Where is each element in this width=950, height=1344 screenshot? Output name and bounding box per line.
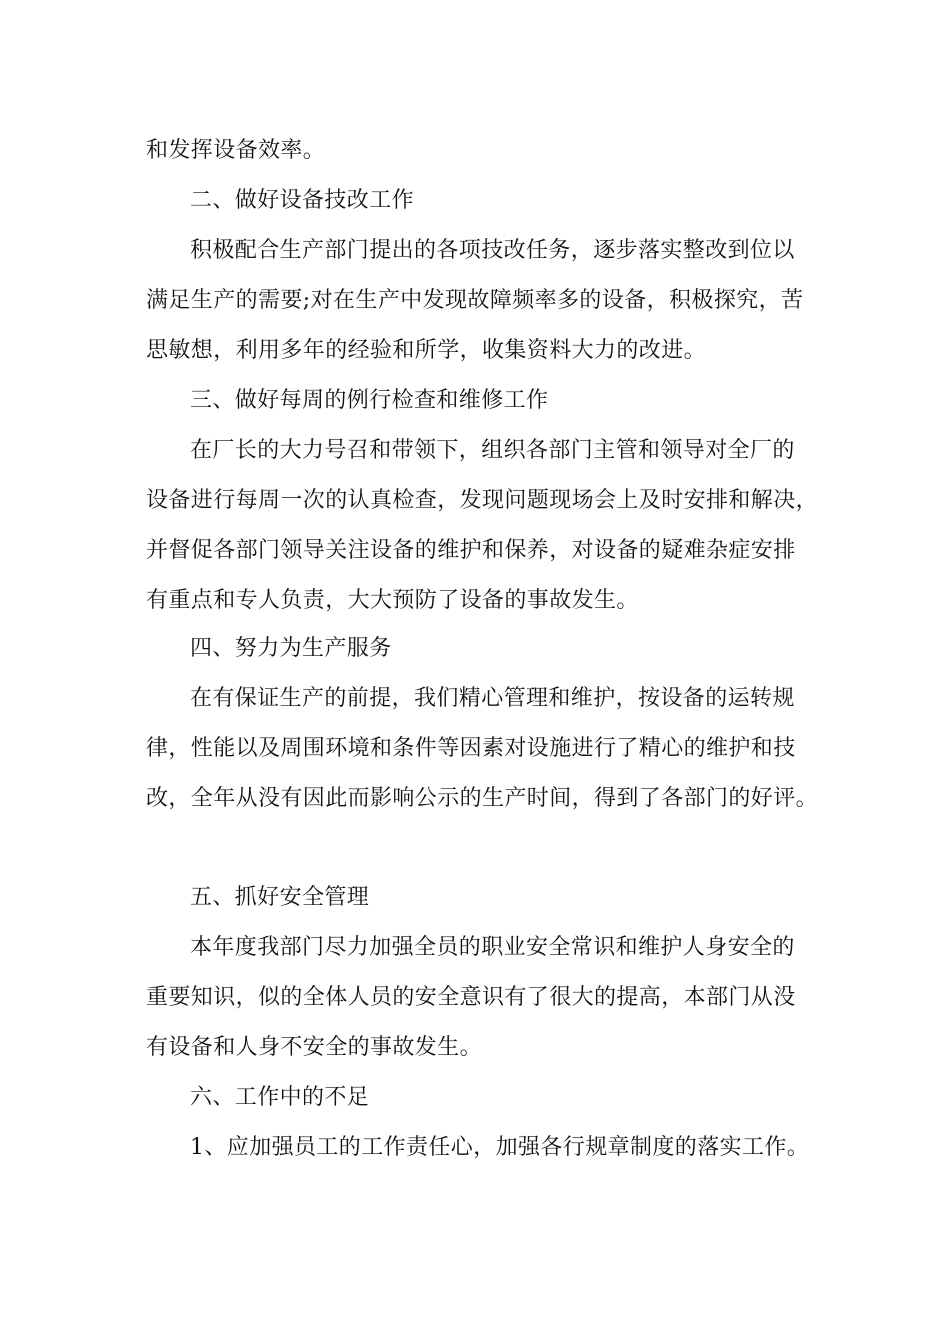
paragraph-line: 重要知识，似的全体人员的安全意识有了很大的提高，本部门从没 [146, 985, 796, 1010]
section-heading-3: 三、做好每周的例行检查和维修工作 [190, 388, 549, 413]
paragraph-line: 积极配合生产部门提出的各项技改任务，逐步落实整改到位以 [190, 238, 795, 263]
list-item: 1、应加强员工的工作责任心，加强各行规章制度的落实工作。 [190, 1135, 810, 1160]
paragraph-line: 设备进行每周一次的认真检查，发现问题现场会上及时安排和解决， [146, 488, 819, 513]
paragraph-line: 在厂长的大力号召和带领下，组织各部门主管和领导对全厂的 [190, 438, 795, 463]
paragraph-line: 并督促各部门领导关注设备的维护和保养，对设备的疑难杂症安排 [146, 538, 796, 563]
paragraph-line: 在有保证生产的前提，我们精心管理和维护，按设备的运转规 [190, 686, 795, 711]
paragraph-line: 和发挥设备效率。 [146, 138, 326, 163]
paragraph-line: 改，全年从没有因此而影响公示的生产时间，得到了各部门的好评。 [146, 786, 819, 811]
section-heading-5: 五、抓好安全管理 [190, 885, 370, 910]
section-heading-6: 六、工作中的不足 [190, 1085, 370, 1110]
paragraph-line: 律，性能以及周围环境和条件等因素对设施进行了精心的维护和技 [146, 736, 796, 761]
paragraph-line: 思敏想，利用多年的经验和所学，收集资料大力的改进。 [146, 338, 707, 363]
paragraph-line: 有设备和人身不安全的事故发生。 [146, 1035, 483, 1060]
section-heading-2: 二、做好设备技改工作 [190, 188, 415, 213]
paragraph-line: 有重点和专人负责，大大预防了设备的事故发生。 [146, 588, 639, 613]
section-heading-4: 四、努力为生产服务 [190, 636, 392, 661]
paragraph-line: 满足生产的需要;对在生产中发现故障频率多的设备，积极探究，苦 [146, 288, 804, 313]
paragraph-line: 本年度我部门尽力加强全员的职业安全常识和维护人身安全的 [190, 935, 795, 960]
